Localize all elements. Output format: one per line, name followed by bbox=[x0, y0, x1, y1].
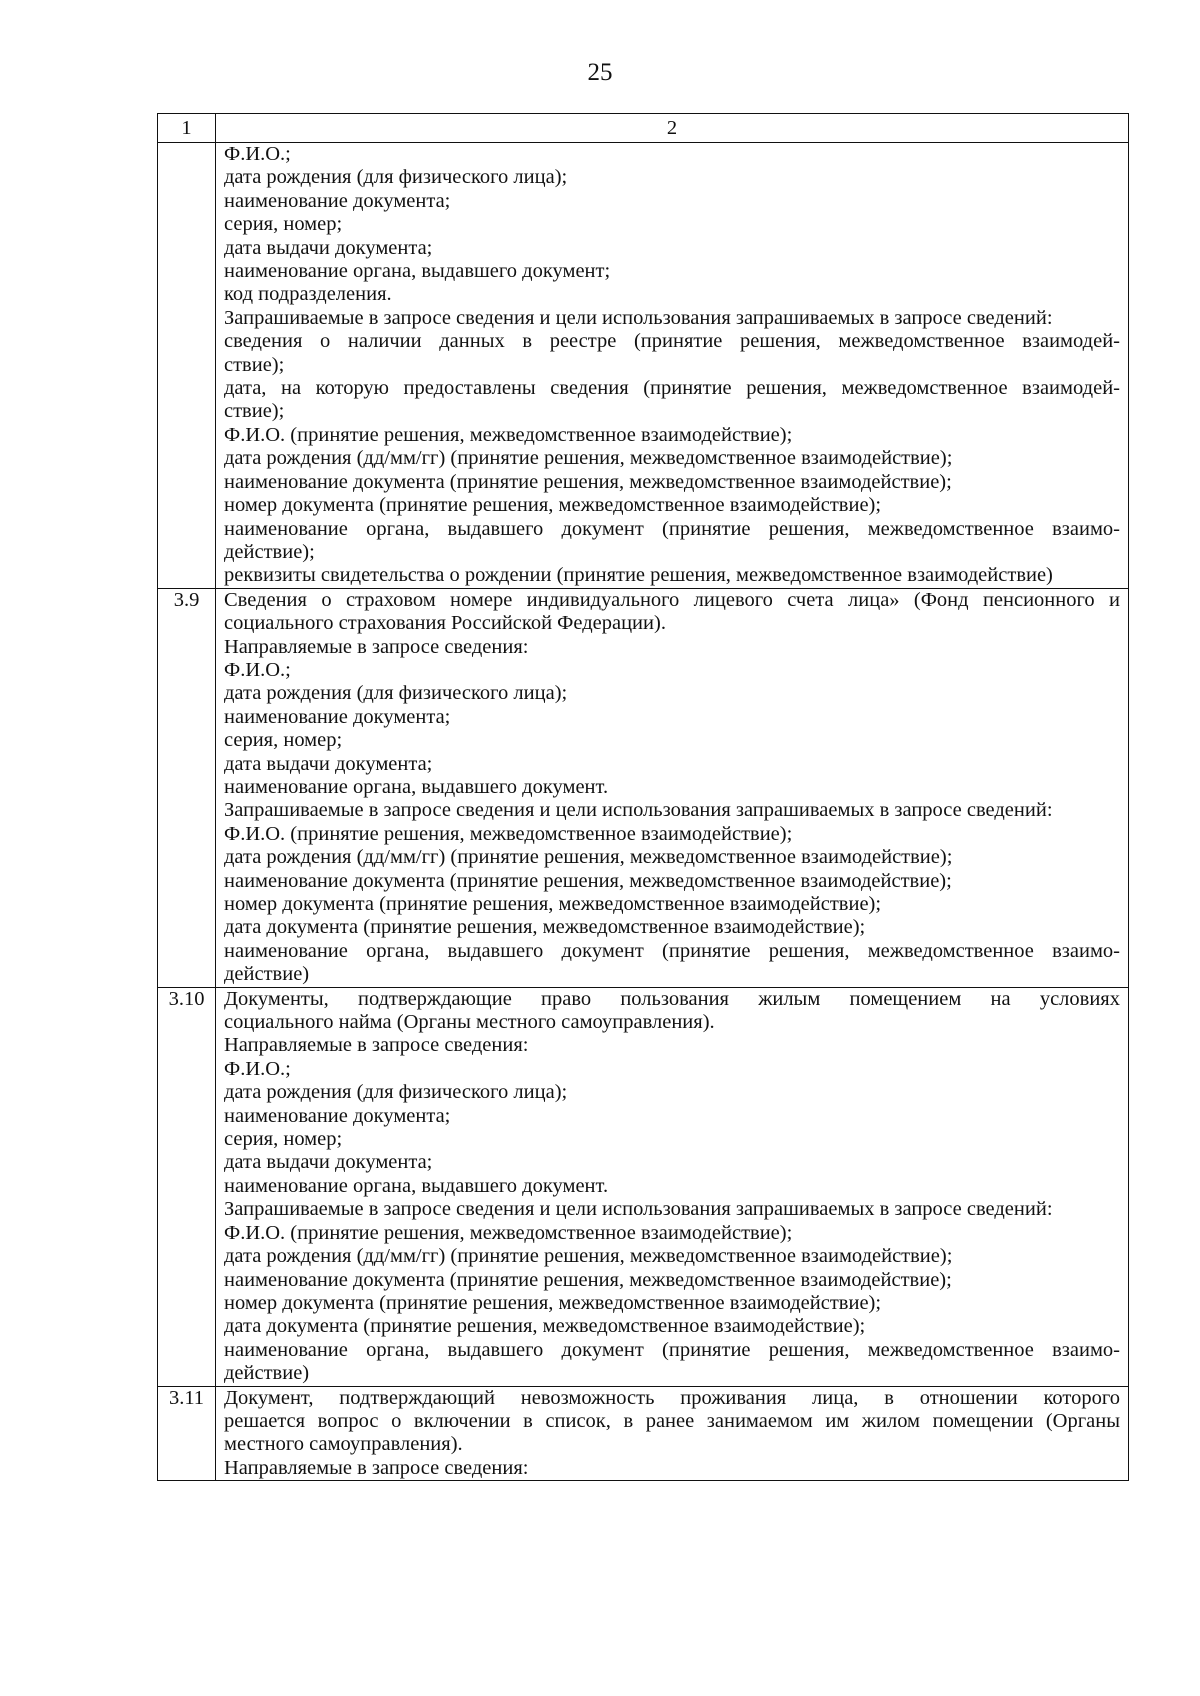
text-line: дата рождения (для физического лица); bbox=[224, 682, 568, 705]
text-line: ствие); bbox=[224, 400, 285, 423]
text-line: Направляемые в запросе сведения: bbox=[224, 1034, 529, 1057]
text-line: дата выдачи документа; bbox=[224, 1151, 433, 1174]
text-line: дата рождения (для физического лица); bbox=[224, 166, 568, 189]
text-line: социального страхования Российской Федерации). bbox=[224, 612, 666, 635]
text-line: Направляемые в запросе сведения: bbox=[224, 635, 529, 658]
text-line: Ф.И.О. (принятие решения, межведомственное взаимодействие); bbox=[224, 1221, 793, 1244]
text-line: наименование органа, выдавшего документ (принятие решения, межведомственное взаимо- bbox=[224, 1338, 1120, 1361]
text-line: дата выдачи документа; bbox=[224, 236, 433, 259]
text-line: Ф.И.О.; bbox=[224, 658, 291, 681]
text-line: Запрашиваемые в запросе сведения и цели использования запрашиваемых в запросе сведений: bbox=[224, 306, 1053, 329]
row-number: 3.11 bbox=[158, 1386, 216, 1481]
text-line: серия, номер; bbox=[224, 729, 343, 752]
document-table bbox=[157, 113, 1129, 1481]
text-line: серия, номер; bbox=[224, 1128, 343, 1151]
text-line: сведения о наличии данных в реестре (принятие решения, межведомственное взаимодей- bbox=[224, 330, 1120, 353]
page-number: 25 bbox=[587, 59, 613, 86]
text-line: наименование органа, выдавшего документ; bbox=[224, 260, 611, 283]
text-line: Документ, подтверждающий невозможность проживания лица, в отношении которого bbox=[224, 1386, 1120, 1409]
text-line: Направляемые в запросе сведения: bbox=[224, 1456, 529, 1479]
row-number: 3.10 bbox=[158, 987, 216, 1386]
text-line: дата, на которую предоставлены сведения (принятие решения, межведомственное взаимодей- bbox=[224, 377, 1120, 400]
text-line: дата рождения (для физического лица); bbox=[224, 1081, 568, 1104]
text-line: дата документа (принятие решения, межведомственное взаимодействие); bbox=[224, 1315, 866, 1338]
text-line: действие); bbox=[224, 540, 315, 563]
text-line: наименование документа; bbox=[224, 189, 451, 212]
text-line: Ф.И.О.; bbox=[224, 143, 291, 165]
text-line: решается вопрос о включении в список, в ранее занимаемом им жилом помещении (Органы bbox=[224, 1409, 1120, 1432]
text-line: наименование документа; bbox=[224, 1104, 451, 1127]
text-line: действие) bbox=[224, 963, 310, 986]
text-line: наименование документа (принятие решения, межведомственное взаимодействие); bbox=[224, 470, 952, 493]
row-content bbox=[216, 987, 1129, 1386]
text-line: Сведения о страховом номере индивидуального лицевого счета лица» (Фонд пенсионного и bbox=[224, 588, 1120, 611]
text-line: Запрашиваемые в запросе сведения и цели использования запрашиваемых в запросе сведений: bbox=[224, 1198, 1053, 1221]
table-row bbox=[158, 143, 1129, 589]
text-line: дата рождения (дд/мм/гг) (принятие решения, межведомственное взаимодействие); bbox=[224, 447, 953, 470]
text-line: наименование органа, выдавшего документ (принятие решения, межведомственное взаимо- bbox=[224, 517, 1120, 540]
text-line: наименование органа, выдавшего документ. bbox=[224, 775, 609, 798]
row-content bbox=[216, 1386, 1129, 1481]
table-row bbox=[158, 588, 1129, 987]
table-row bbox=[158, 1386, 1129, 1481]
text-line: Ф.И.О. (принятие решения, межведомственное взаимодействие); bbox=[224, 822, 793, 845]
row-content bbox=[216, 588, 1129, 987]
text-line: наименование документа (принятие решения, межведомственное взаимодействие); bbox=[224, 869, 952, 892]
text-line: дата выдачи документа; bbox=[224, 752, 433, 775]
row-content bbox=[216, 143, 1129, 589]
text-line: номер документа (принятие решения, межведомственное взаимодействие); bbox=[224, 893, 882, 915]
row-number: 3.9 bbox=[158, 588, 216, 987]
text-line: местного самоуправления). bbox=[224, 1433, 463, 1456]
table-header-row bbox=[158, 114, 1129, 143]
text-line: наименование документа; bbox=[224, 705, 451, 728]
text-line: действие) bbox=[224, 1362, 310, 1385]
text-line: наименование органа, выдавшего документ. bbox=[224, 1174, 609, 1197]
text-line: Ф.И.О.; bbox=[224, 1057, 291, 1080]
text-line: серия, номер; bbox=[224, 213, 343, 236]
text-line: номер документа (принятие решения, межведомственное взаимодействие); bbox=[224, 494, 882, 517]
text-line: наименование органа, выдавшего документ (принятие решения, межведомственное взаимо- bbox=[224, 939, 1120, 962]
row-number bbox=[158, 143, 216, 589]
text-line: наименование документа (принятие решения, межведомственное взаимодействие); bbox=[224, 1268, 952, 1291]
table-row bbox=[158, 987, 1129, 1386]
text-line: дата рождения (дд/мм/гг) (принятие решения, межведомственное взаимодействие); bbox=[224, 846, 953, 869]
text-line: дата документа (принятие решения, межведомственное взаимодействие); bbox=[224, 916, 866, 939]
text-line: код подразделения. bbox=[224, 283, 392, 306]
header-col-1: 1 bbox=[158, 114, 216, 143]
text-line: Запрашиваемые в запросе сведения и цели использования запрашиваемых в запросе сведений: bbox=[224, 799, 1053, 822]
text-line: Ф.И.О. (принятие решения, межведомственное взаимодействие); bbox=[224, 423, 793, 446]
header-col-2: 2 bbox=[216, 114, 1129, 143]
text-line: Документы, подтверждающие право пользования жилым помещением на условиях bbox=[224, 987, 1120, 1010]
text-line: социального найма (Органы местного самоуправления). bbox=[224, 1011, 715, 1034]
text-line: дата рождения (дд/мм/гг) (принятие решения, межведомственное взаимодействие); bbox=[224, 1245, 953, 1268]
text-line: ствие); bbox=[224, 353, 285, 376]
text-line: реквизиты свидетельства о рождении (принятие решения, межведомственное взаимодействие) bbox=[224, 564, 1053, 587]
text-line: номер документа (принятие решения, межведомственное взаимодействие); bbox=[224, 1291, 882, 1314]
